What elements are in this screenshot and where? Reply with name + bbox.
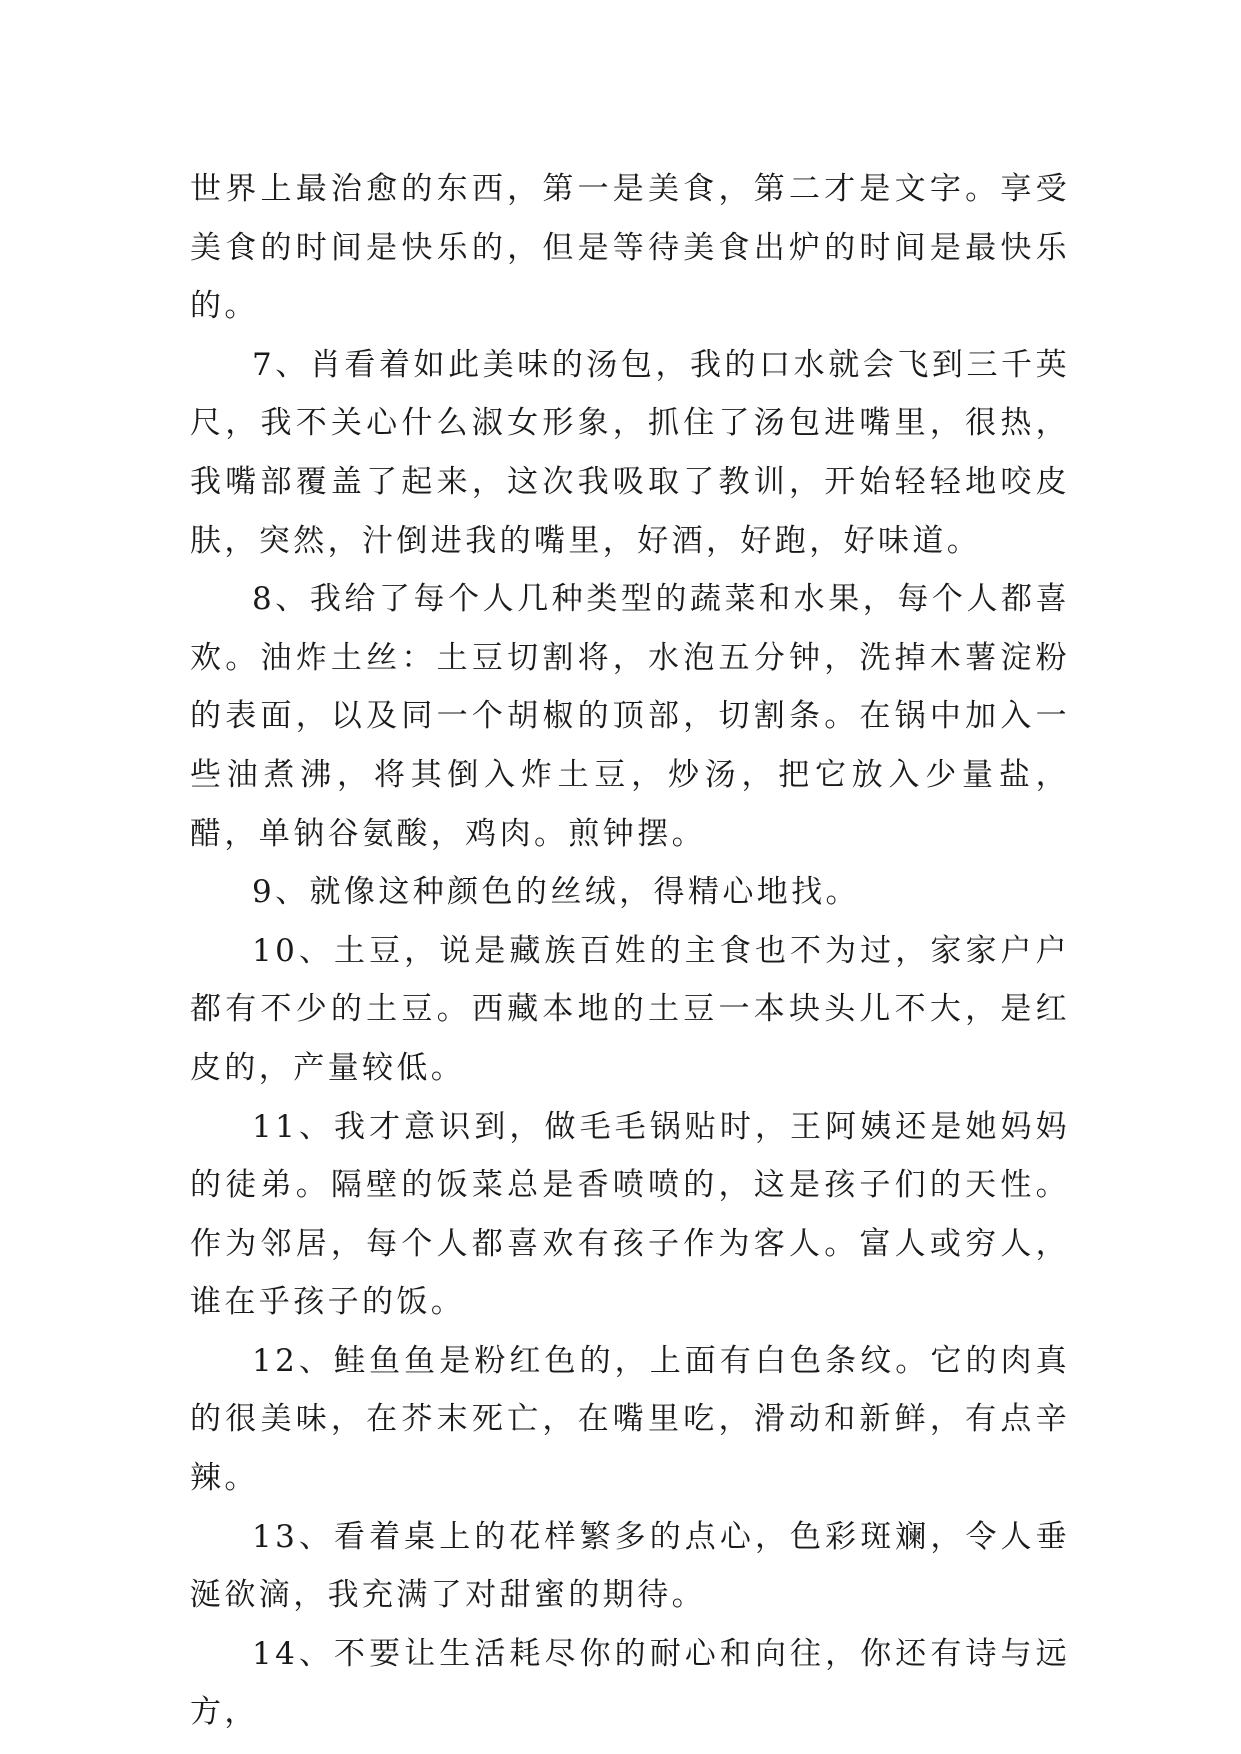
paragraph-12: 12、鲑鱼鱼是粉红色的，上面有白色条纹。它的肉真的很美味，在芥末死亡，在嘴里吃，滑动和新鲜，有点辛辣。	[190, 1342, 1070, 1497]
paragraph-13: 13、看着桌上的花样繁多的点心，色彩斑斓，令人垂涎欲滴，我充满了对甜蜜的期待。	[190, 1518, 1070, 1614]
paragraph-11: 11、我才意识到，做毛毛锅贴时，王阿姨还是她妈妈的徒弟。隔壁的饭菜总是香喷喷的，这是孩子们的天性。作为邻居，每个人都喜欢有孩子作为客人。富人或穷人，谁在乎孩子的饭。	[190, 1108, 1070, 1321]
paragraph-9: 9、就像这种颜色的丝绒，得精心地找。	[252, 874, 860, 911]
paragraph-14: 14、不要让生活耗尽你的耐心和向往，你还有诗与远方，	[190, 1635, 1070, 1731]
document-body	[190, 160, 1070, 1742]
paragraph-intro: 世界上最治愈的东西，第一是美食，第二才是文字。享受美食的时间是快乐的，但是等待美食出炉的时间是最快乐的。	[190, 171, 1070, 325]
paragraph-10: 10、土豆，说是藏族百姓的主食也不为过，家家户户都有不少的土豆。西藏本地的土豆一本块头儿不大，是红皮的，产量较低。	[190, 932, 1070, 1086]
paragraph-7: 7、肖看着如此美味的汤包，我的口水就会飞到三千英尺，我不关心什么淑女形象，抓住了汤包进嘴里，很热，我嘴部覆盖了起来，这次我吸取了教训，开始轻轻地咬皮肤，突然，汁倒进我的嘴里，好酒，好跑，好味道。	[190, 346, 1070, 559]
paragraph-8: 8、我给了每个人几种类型的蔬菜和水果，每个人都喜欢。油炸土丝：土豆切割将，水泡五分钟，洗掉木薯淀粉的表面，以及同一个胡椒的顶部，切割条。在锅中加入一些油煮沸，将其倒入炸土豆，炒汤，把它放入少量盐，醋，单钠谷氨酸，鸡肉。煎钟摆。	[190, 581, 1070, 852]
